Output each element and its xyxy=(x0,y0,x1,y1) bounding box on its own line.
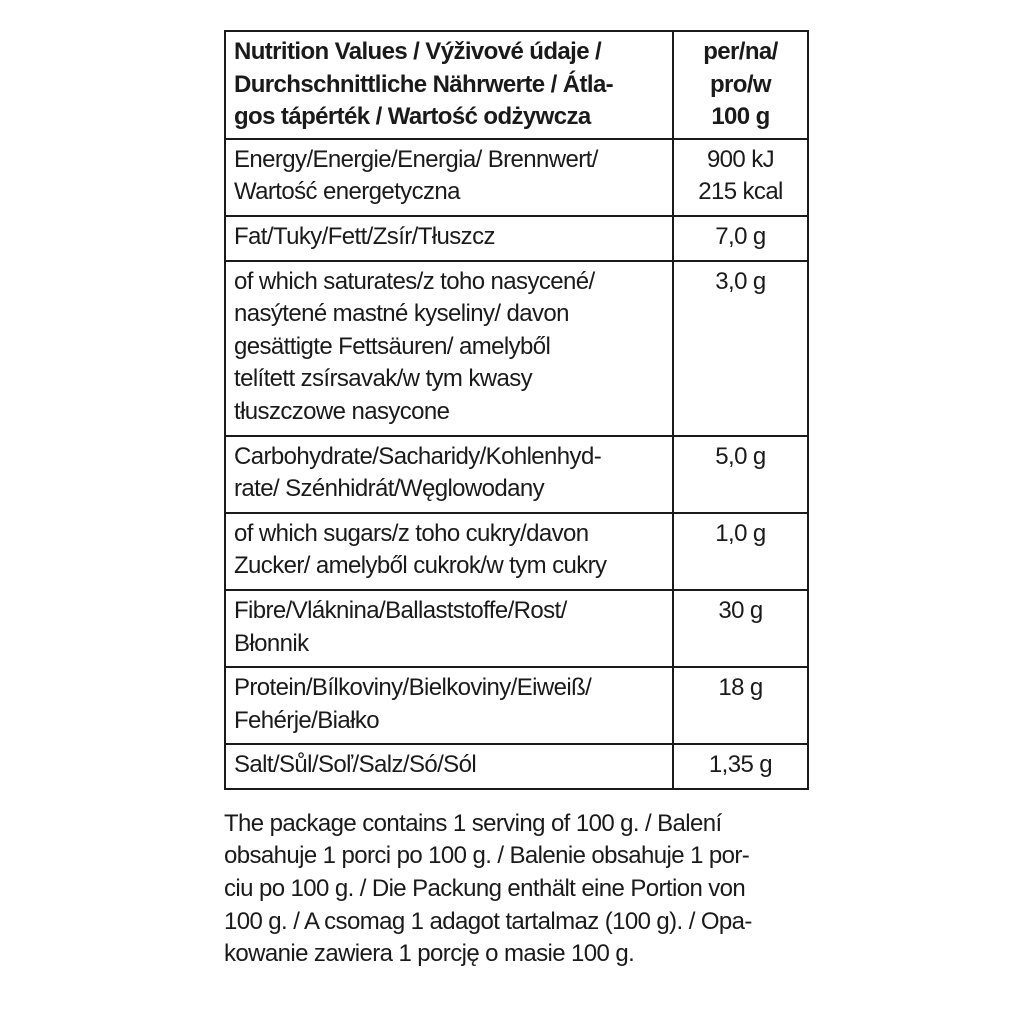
nutrient-name: Protein/Bílkoviny/Bielkoviny/Eiweiß/ Fehérje/Białko xyxy=(225,667,673,744)
header-nutrient-cell: Nutrition Values / Výživové údaje / Durchschnittliche Nährwerte / Átla- gos tápérték / Wartość odżywcza xyxy=(225,31,673,139)
table-row-fibre xyxy=(225,590,808,667)
table-row-fat xyxy=(225,216,808,261)
nutrient-name: Energy/Energie/Energia/ Brennwert/ Wartość energetyczna xyxy=(225,139,673,216)
table-row-salt xyxy=(225,744,808,789)
table-row-saturates xyxy=(225,261,808,436)
table-row-energy xyxy=(225,139,808,216)
header-per-100g-cell: per/na/ pro/w 100 g xyxy=(673,31,808,139)
nutrient-name: Salt/Sůl/Soľ/Salz/Só/Sól xyxy=(225,744,673,789)
nutrient-value: 5,0 g xyxy=(673,436,808,513)
nutrient-name: Fat/Tuky/Fett/Zsír/Tłuszcz xyxy=(225,216,673,261)
nutrient-value: 1,0 g xyxy=(673,513,808,590)
table-row-protein xyxy=(225,667,808,744)
nutrient-value: 7,0 g xyxy=(673,216,808,261)
table-header-row xyxy=(225,31,808,139)
nutrition-table xyxy=(224,30,809,790)
nutrient-value: 3,0 g xyxy=(673,261,808,436)
nutrition-label xyxy=(224,30,809,971)
table-row-sugars xyxy=(225,513,808,590)
nutrient-value: 1,35 g xyxy=(673,744,808,789)
nutrient-value: 18 g xyxy=(673,667,808,744)
nutrient-value: 900 kJ 215 kcal xyxy=(673,139,808,216)
nutrient-value: 30 g xyxy=(673,590,808,667)
table-row-carbohydrate xyxy=(225,436,808,513)
nutrient-name: of which sugars/z toho cukry/davon Zucker/ amelyből cukrok/w tym cukry xyxy=(225,513,673,590)
nutrient-name: Fibre/Vláknina/Ballaststoffe/Rost/ Błonnik xyxy=(225,590,673,667)
nutrient-name: Carbohydrate/Sacharidy/Kohlenhyd- rate/ Szénhidrát/Węglowodany xyxy=(225,436,673,513)
nutrient-name: of which saturates/z toho nasycené/ nasýtené mastné kyseliny/ davon gesättigte Fettsäuren/ amelyből telített zsírsavak/w tym kwasy tłuszczowe nasycone xyxy=(225,261,673,436)
package-serving-note: The package contains 1 serving of 100 g. / Balení obsahuje 1 porci po 100 g. / Balenie obsahuje 1 por- ciu po 100 g. / Die Packung enthält eine Portion von 100 g. / A csomag 1 adagot tartalmaz (100 g). / Opa- kowanie zawiera 1 porcję o masie 100 g. xyxy=(224,809,752,968)
